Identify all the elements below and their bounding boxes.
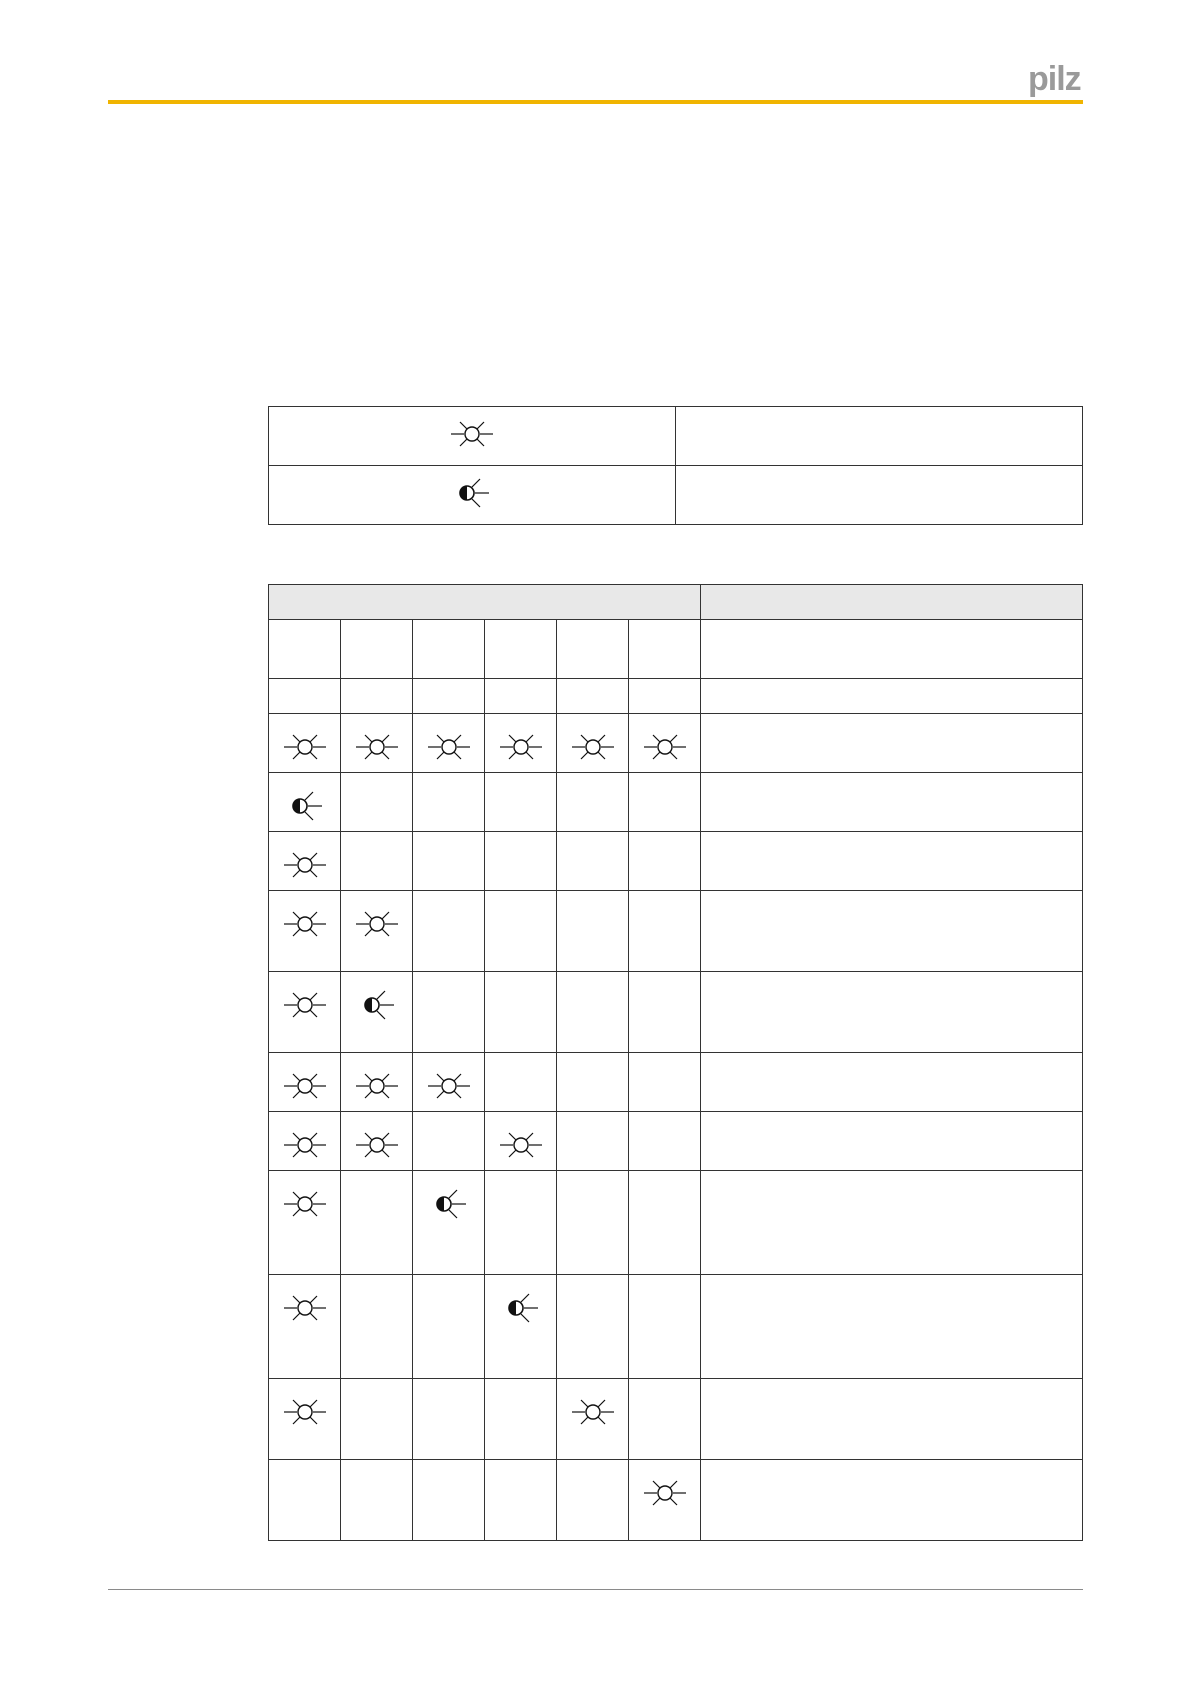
state-meaning	[701, 972, 1083, 1053]
legend-row	[269, 466, 1083, 525]
led-cell	[557, 714, 629, 773]
state-meaning	[701, 891, 1083, 972]
led-cell	[269, 1112, 341, 1171]
led-cell	[269, 1379, 341, 1460]
state-meaning	[701, 714, 1083, 773]
led-cell	[413, 714, 485, 773]
led-cell	[413, 1460, 485, 1541]
state-meaning	[701, 1275, 1083, 1379]
led-on-icon	[282, 728, 328, 766]
led-cell	[341, 832, 413, 891]
state-meaning	[701, 1460, 1083, 1541]
led-cell	[485, 1460, 557, 1541]
led-cell	[485, 1171, 557, 1275]
state-meaning	[701, 1171, 1083, 1275]
led-on-icon	[282, 1185, 328, 1223]
led-cell	[485, 832, 557, 891]
led-cell	[557, 1460, 629, 1541]
state-row	[269, 1171, 1083, 1275]
led-cell	[557, 773, 629, 832]
led-cell	[413, 620, 485, 679]
led-cell	[269, 972, 341, 1053]
led-cell	[557, 620, 629, 679]
led-cell	[557, 972, 629, 1053]
led-cell	[557, 679, 629, 714]
state-meaning	[701, 679, 1083, 714]
led-cell	[413, 891, 485, 972]
led-cell	[557, 891, 629, 972]
led-cell	[413, 1275, 485, 1379]
led-cell	[269, 773, 341, 832]
led-on-icon	[354, 728, 400, 766]
state-table-header-row	[269, 585, 1083, 620]
legend-symbol-cell	[269, 466, 676, 525]
led-on-icon	[426, 728, 472, 766]
led-cell	[629, 1275, 701, 1379]
led-on-icon	[498, 728, 544, 766]
led-legend-table	[268, 406, 1083, 525]
led-cell	[413, 773, 485, 832]
meaning-header	[701, 585, 1083, 620]
led-cell	[413, 972, 485, 1053]
led-on-icon	[354, 1067, 400, 1105]
led-cell	[629, 1053, 701, 1112]
led-cell	[485, 972, 557, 1053]
led-cell	[413, 1053, 485, 1112]
led-on-icon	[282, 905, 328, 943]
led-cell	[413, 832, 485, 891]
led-cell	[485, 1112, 557, 1171]
led-cell	[557, 1171, 629, 1275]
led-cell	[341, 1053, 413, 1112]
state-row	[269, 1460, 1083, 1541]
led-on-icon	[354, 905, 400, 943]
led-state-table	[268, 584, 1083, 1541]
led-cell	[269, 1053, 341, 1112]
led-on-icon	[498, 1126, 544, 1164]
legend-description	[676, 466, 1083, 525]
led-cell	[413, 679, 485, 714]
led-flashing-icon	[354, 986, 400, 1024]
led-cell	[485, 620, 557, 679]
led-cell	[341, 773, 413, 832]
state-row	[269, 1379, 1083, 1460]
state-row	[269, 1053, 1083, 1112]
led-cell	[629, 714, 701, 773]
state-row	[269, 620, 1083, 679]
led-cell	[629, 1379, 701, 1460]
led-on-icon	[570, 728, 616, 766]
state-meaning	[701, 620, 1083, 679]
led-cell	[485, 1275, 557, 1379]
led-cell	[629, 1171, 701, 1275]
state-meaning	[701, 832, 1083, 891]
legend-symbol-cell	[269, 407, 676, 466]
led-cell	[557, 1053, 629, 1112]
led-cell	[269, 891, 341, 972]
state-row	[269, 714, 1083, 773]
led-cell	[557, 1275, 629, 1379]
led-cell	[269, 1275, 341, 1379]
led-flashing-icon	[449, 474, 495, 512]
led-on-icon	[426, 1067, 472, 1105]
footer-rule	[108, 1589, 1083, 1590]
led-cell	[269, 1171, 341, 1275]
led-flashing-icon	[426, 1185, 472, 1223]
led-cell	[629, 679, 701, 714]
led-cell	[269, 714, 341, 773]
led-cell	[413, 1379, 485, 1460]
led-cell	[413, 1112, 485, 1171]
legend-description	[676, 407, 1083, 466]
legend-row	[269, 407, 1083, 466]
led-cell	[341, 1275, 413, 1379]
led-on-icon	[282, 1393, 328, 1431]
led-cell	[485, 773, 557, 832]
led-cell	[629, 620, 701, 679]
led-cell	[629, 832, 701, 891]
state-row	[269, 1275, 1083, 1379]
led-cell	[485, 1379, 557, 1460]
led-cell	[269, 679, 341, 714]
led-on-icon	[570, 1393, 616, 1431]
state-row	[269, 891, 1083, 972]
led-cell	[557, 832, 629, 891]
led-group-header	[269, 585, 701, 620]
led-on-icon	[642, 728, 688, 766]
led-cell	[341, 1379, 413, 1460]
led-flashing-icon	[498, 1289, 544, 1327]
led-cell	[341, 1460, 413, 1541]
led-cell	[341, 1112, 413, 1171]
led-cell	[485, 714, 557, 773]
state-meaning	[701, 1112, 1083, 1171]
led-cell	[629, 891, 701, 972]
state-meaning	[701, 1053, 1083, 1112]
state-row	[269, 1112, 1083, 1171]
led-cell	[269, 1460, 341, 1541]
state-row	[269, 679, 1083, 714]
led-cell	[341, 679, 413, 714]
led-flashing-icon	[282, 787, 328, 825]
state-meaning	[701, 773, 1083, 832]
pilz-logo: pilz	[1028, 60, 1081, 98]
state-row	[269, 972, 1083, 1053]
led-cell	[629, 773, 701, 832]
state-row	[269, 832, 1083, 891]
led-on-icon	[354, 1126, 400, 1164]
led-cell	[557, 1379, 629, 1460]
led-cell	[629, 1460, 701, 1541]
led-on-icon	[642, 1474, 688, 1512]
led-cell	[341, 714, 413, 773]
led-cell	[629, 972, 701, 1053]
led-cell	[485, 891, 557, 972]
led-on-icon	[282, 1067, 328, 1105]
header-rule	[108, 100, 1083, 104]
led-cell	[485, 679, 557, 714]
led-on-icon	[449, 415, 495, 453]
led-on-icon	[282, 1126, 328, 1164]
led-cell	[341, 620, 413, 679]
led-cell	[269, 620, 341, 679]
led-cell	[485, 1053, 557, 1112]
led-cell	[629, 1112, 701, 1171]
led-cell	[341, 972, 413, 1053]
led-cell	[269, 832, 341, 891]
led-on-icon	[282, 846, 328, 884]
state-meaning	[701, 1379, 1083, 1460]
led-on-icon	[282, 986, 328, 1024]
led-on-icon	[282, 1289, 328, 1327]
led-cell	[341, 891, 413, 972]
led-cell	[413, 1171, 485, 1275]
led-cell	[341, 1171, 413, 1275]
state-row	[269, 773, 1083, 832]
led-cell	[557, 1112, 629, 1171]
